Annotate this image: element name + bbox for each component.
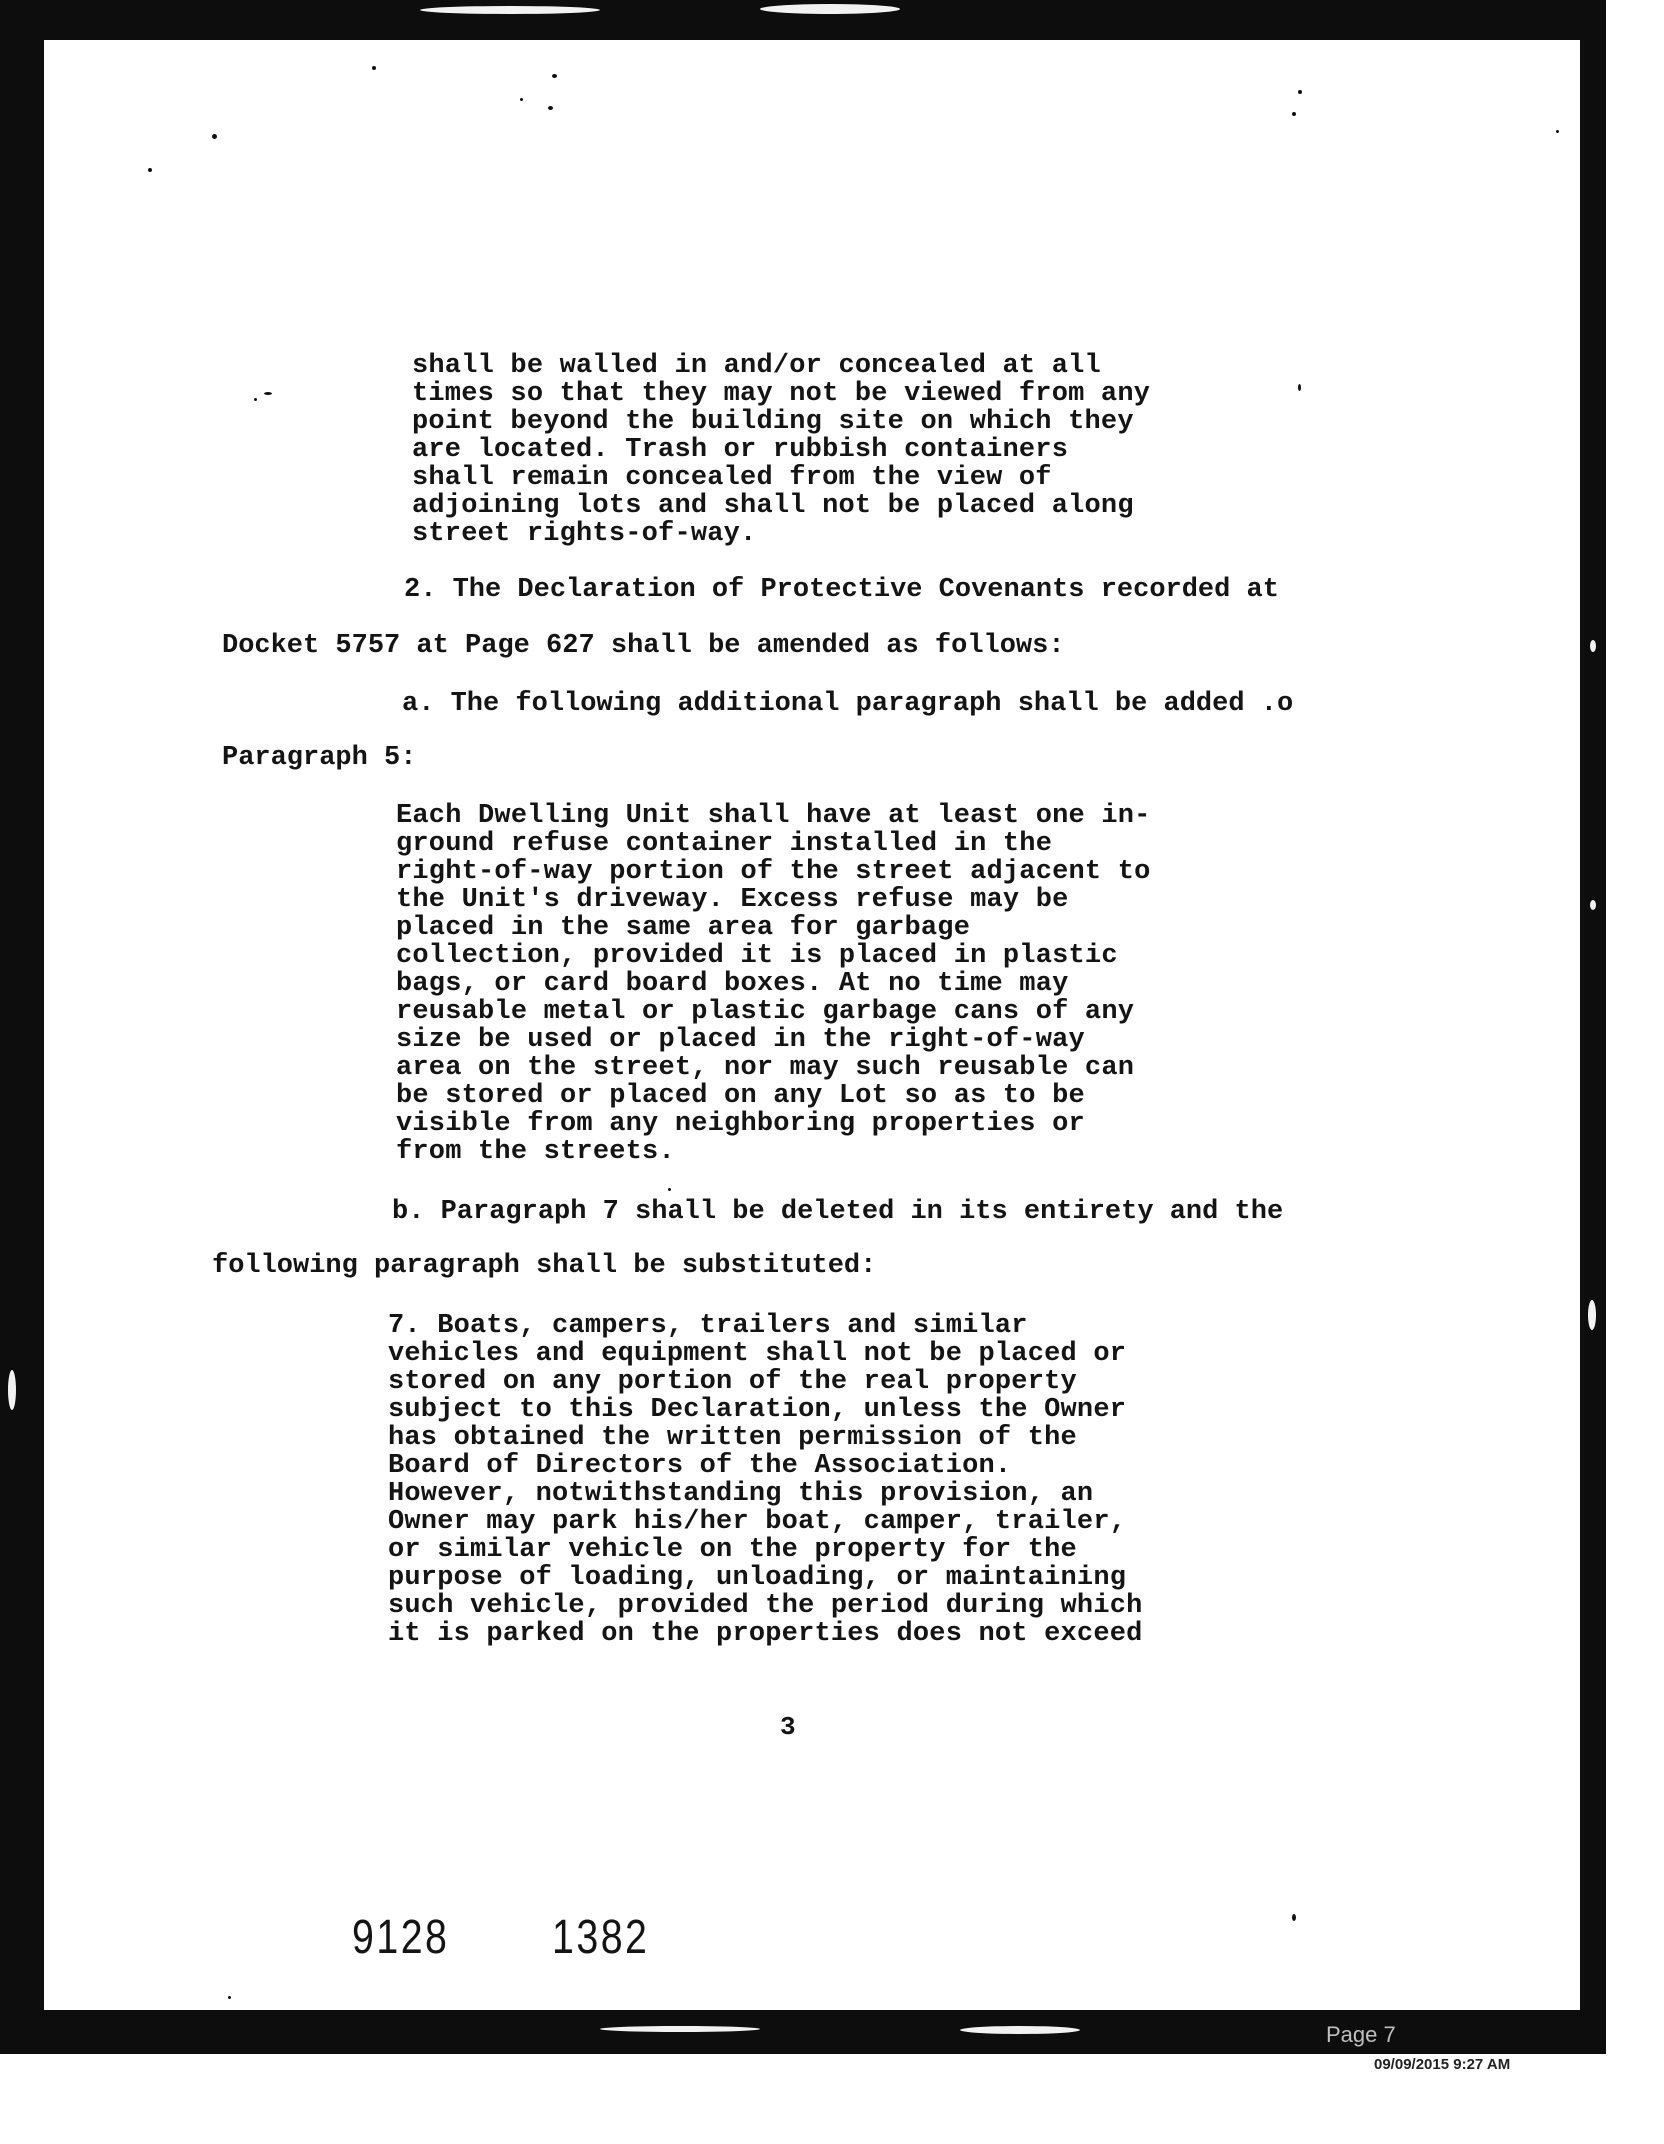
scan-speck (548, 106, 553, 110)
scan-speck (1292, 112, 1296, 116)
scan-speck (420, 6, 600, 14)
scan-speck (372, 66, 376, 70)
scan-speck (1556, 130, 1559, 133)
scan-speck (1292, 1914, 1296, 1921)
item-b-line-2: following paragraph shall be substituted: (212, 1251, 877, 1281)
scan-speck (1298, 90, 1302, 94)
scan-speck (228, 1996, 231, 1999)
page-number: 3 (780, 1712, 796, 1742)
item-2-line-2: Docket 5757 at Page 627 shall be amended as follows: (222, 631, 1065, 661)
scan-speck (148, 168, 152, 172)
scan-speck (254, 398, 257, 401)
scan-speck (668, 1188, 671, 1191)
item-a-line-1: a. The following additional paragraph shall be added .o (402, 689, 1294, 719)
scan-speck (520, 98, 523, 101)
paragraph-7-text: 7. Boats, campers, trailers and similar vehicles and equipment shall not be placed or stored on any portion of the real property subject to this Declaration, unless the Owner has obtained the written permission of the Board of Directors of the Association. However, notwithstanding this provision, an Owner may park his/her boat, camper, trailer, or similar vehicle on the property for the purpose of loading, unloading, or maintaining such vehicle, provided the period during which it is parked on the properties does not exceed (388, 1311, 1143, 1649)
scan-speck (1298, 384, 1301, 391)
scan-speck (1590, 900, 1596, 910)
print-timestamp: 09/09/2015 9:27 AM (1374, 2056, 1511, 2073)
scan-speck (600, 2026, 760, 2032)
scan-speck (960, 2026, 1080, 2034)
item-a-line-2: Paragraph 5: (222, 743, 417, 773)
item-2-line-1: 2. The Declaration of Protective Covenants recorded at (404, 575, 1279, 605)
scan-speck (1590, 640, 1596, 652)
paragraph-5-text: Each Dwelling Unit shall have at least one in- ground refuse container installed in the right-of-way portion of the street adjacent to the Unit's driveway. Excess refuse may be placed in the same area for garbage collection, provided it is placed in plastic bags, or card board boxes. At no time may reusable metal or plastic garbage cans of any size be used or placed in the right-of-way area on the street, nor may such reusable can be stored or placed on any Lot so as to be visible from any neighboring properties or from the streets. (396, 801, 1151, 1167)
scan-speck (212, 134, 217, 139)
scan-speck (8, 1370, 16, 1410)
scan-speck (1588, 1300, 1596, 1330)
book-reference: 9128 (352, 1911, 450, 1964)
paragraph-continuation: shall be walled in and/or concealed at all times so that they may not be viewed from any point beyond the building site on which they are located. Trash or rubbish containers shall remain concealed from the view of adjoining lots and shall not be placed along street rights-of-way. (412, 351, 1151, 549)
scan-speck (760, 4, 900, 14)
page-stamp: Page 7 (1326, 2022, 1396, 2047)
scan-speck (264, 392, 272, 395)
item-b-line-1: b. Paragraph 7 shall be deleted in its entirety and the (392, 1197, 1284, 1227)
page-reference: 1382 (552, 1911, 650, 1964)
scan-speck (552, 74, 557, 78)
